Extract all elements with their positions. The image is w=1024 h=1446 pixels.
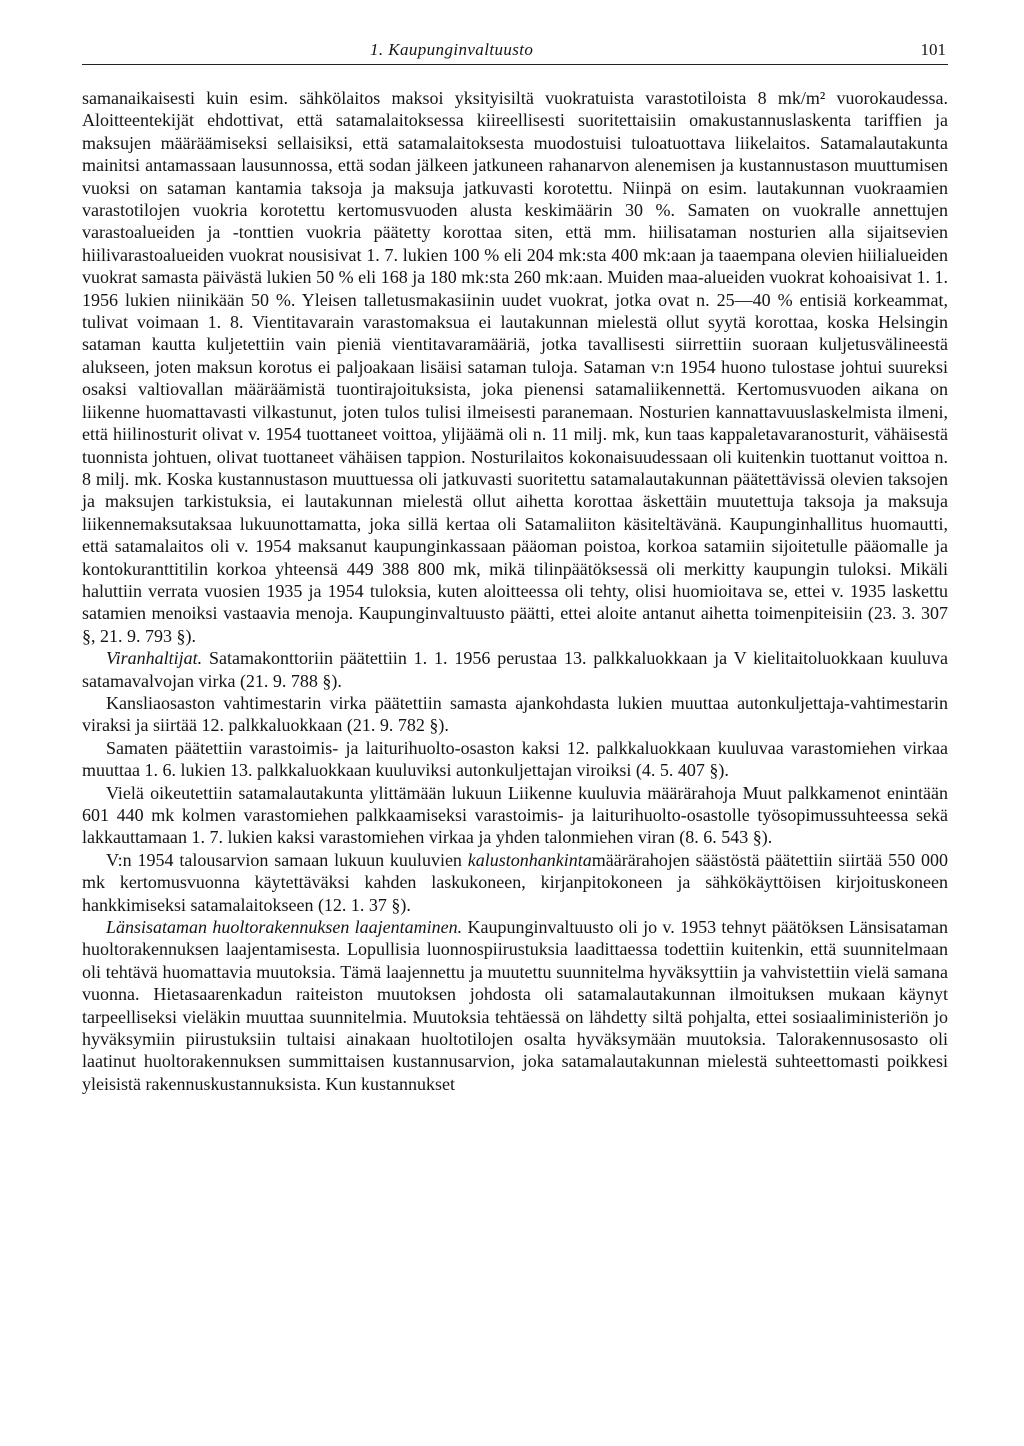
running-header-title: 1. Kaupunginvaltuusto [370, 40, 534, 59]
paragraph [82, 737, 948, 782]
paragraph [82, 692, 948, 737]
paragraph [82, 782, 948, 849]
paragraph [82, 647, 948, 692]
text-run: Samaten päätettiin varastoimis- ja laiturihuolto-osaston kaksi 12. palkkaluokkaan kuuluvaa varastomiehen virkaa muuttaa 1. 6. lukien 13. palkkaluokkaan kuuluviksi autonkuljettajan viroiksi (4. 5. 407 §). [82, 737, 948, 781]
paragraph [82, 916, 948, 1095]
paragraph [82, 849, 948, 916]
running-header [82, 36, 948, 65]
italic-text-run: kalustonhankinta [467, 849, 592, 870]
text-run: samanaikaisesti kuin esim. sähkölaitos maksoi yksityisiltä vuokratuista varastotiloista 8 mk/m² vuorokaudessa. Aloitteentekijät ehdottivat, että satamalaitoksessa kiireellisesti suoritettaisiin omakustannuslaskenta tariffien ja maksujen määräämiseksi sellaisiksi, että satamalaitoksesta muodostuisi tuloatuottava liikelaitos. Satamalautakunta mainitsi antamassaan lausunnossa, että sodan jälkeen jatkuneen rahanarvon alenemisen ja kustannustason muuttumisen vuoksi on sataman kantamia taksoja ja maksuja jatkuvasti korotettu. Niinpä on esim. lautakunnan vuokraamien varastotilojen vuokria korotettu kertomusvuoden alusta keskimäärin 30 %. Samaten on vuokralle annettujen varastoalueiden ja -tonttien vuokria päätetty korottaa siten, että mm. hiilisataman nosturien alla sijaitsevien hiilivarastoalueiden vuokrat nousisivat 1. 7. lukien 100 % eli 204 mk:sta 400 mk:aan ja taaempana olevien hiilialueiden vuokrat samasta päivästä lukien 50 % eli 168 ja 180 mk:sta 260 mk:aan. Muiden maa-alueiden vuokrat kohoaisivat 1. 1. 1956 lukien niinikään 50 %. Yleisen talletusmakasiinin uudet vuokrat, jotka ovat n. 25—40 % entisiä korkeammat, tulivat voimaan 1. 8. Vientitavarain varastomaksua ei lautakunnan mielestä ollut syytä korottaa, koska Helsingin sataman kautta kuljetettiin vain pieniä vientitavaramääriä, jotka tavallisesti siirrettiin suoraan kuljetusvälineestä alukseen, joten maksun korotus ei paljoakaan lisäisi sataman tuloja. Sataman v:n 1954 huono tulostase johtui suureksi osaksi valtiovallan määräämistä tuontirajoituksista, joka pienensi satamaliikennettä. Kertomusvuoden aikana on liikenne huomattavasti vilkastunut, joten tulos tulisi ilmeisesti paranemaan. Nosturien kannattavuuslaskelmista ilmeni, että hiilinosturit olivat v. 1954 tuottaneet voittoa, ylijäämä oli n. 11 milj. mk, kun taas kappaletavaranosturit, vähäisestä tuonnista johtuen, olivat tuottaneet vähäisen tappion. Nosturilaitos kokonaisuudessaan oli kuitenkin tuottanut voittoa n. 8 milj. mk. Koska kustannustason muuttuessa oli jatkuvasti suoritettu satamalautakunnan päätettävissä olevien taksojen ja maksujen tarkistuksia, ei lautakunnan mielestä ollut aihetta korottaa äskettäin muutettuja taksoja ja maksuja liikennemaksutaksaa lukuunottamatta, joka sillä kertaa oli Satamaliiton käsiteltävänä. Kaupunginhallitus huomautti, että satamalaitos oli v. 1954 maksanut kaupunginkassaan pääoman poistoa, korkoa satamiin sijoitetulle pääomalle ja kontokuranttitilin korkoa yhteensä 449 388 800 mk, mikä tilinpäätöksessä oli merkitty kaupungin tuloksi. Mikäli haluttiin verrata vuosien 1935 ja 1954 tuloksia, kuten aloitteessa oli tehty, olisi huomioitava se, ettei v. 1935 laskettu satamien menoiksi vastaavia menoja. Kaupunginvaltuusto päätti, ettei aloite antanut aihetta toimenpiteisiin (23. 3. 307 §, 21. 9. 793 §). [82, 88, 948, 646]
text-run: Satamakonttoriin päätettiin 1. 1. 1956 perustaa 13. palkkaluokkaan ja V kielitaitoluokkaan kuuluva satamavalvojan virka (21. 9. 788 §). [82, 648, 948, 691]
text-run: määrärahojen säästöstä päätettiin siirtää 550 000 mk kertomusvuonna käytettäväksi kahden laskukoneen, kirjanpitokoneen ja sähkökäyttöisen kirjoituskoneen hankkimiseksi satamalaitokseen (12. 1. 37 §). [82, 849, 948, 915]
page-number: 101 [920, 40, 946, 59]
text-run: Kansliaosaston vahtimestarin virka päätettiin samasta ajankohdasta lukien muuttaa autonkuljettaja-vahtimestarin viraksi ja siirtää 12. palkkaluokkaan (21. 9. 782 §). [82, 692, 948, 736]
italic-text-run: Viranhaltijat. [106, 648, 203, 669]
paragraph [82, 87, 948, 647]
text-run: Kaupunginvaltuusto oli jo v. 1953 tehnyt päätöksen Länsisataman huoltorakennuksen laajentamisesta. Lopullisia luonnospiirustuksia laadittaessa todettiin kuitenkin, että suunnitelmaan oli tehtävä huomattavia muutoksia. Tämä laajennettu ja muutettu suunnitelma hyväksyttiin ja vahvistettiin vielä samana vuonna. Hietasaarenkadun raiteiston muutoksen johdosta oli satamalautakunnan ilmoituksen mukaan käynyt tarpeelliseksi vieläkin muuttaa suunnitelmia. Muutoksia tehtäessä on lähdetty siltä pohjalta, ettei sosiaaliministeriön jo hyväksymiin piirustuksiin tultaisi ainakaan huoltotilojen osalta hyväksymään muutoksia. Talorakennusosasto oli laatinut huoltorakennuksen summittaisen kustannusarvion, joka satamalautakunnan mielestä suhteettomasti poikkesi yleisistä rakennuskustannuksista. Kun kustannukset [82, 917, 948, 1094]
document-page [82, 36, 948, 1095]
italic-text-run: Länsisataman huoltorakennuksen laajentaminen. [106, 917, 463, 938]
document-body [82, 87, 948, 1095]
text-run: V:n 1954 talousarvion samaan lukuun kuuluvien [106, 849, 468, 870]
text-run: Vielä oikeutettiin satamalautakunta ylittämään lukuun Liikenne kuuluvia määrärahoja Muut palkkamenot enintään 601 440 mk kolmen varastomiehen palkkaamiseksi varastoimis- ja laiturihuolto-osastolle työsopimussuhteessa sekä lakkauttamaan 1. 7. lukien kaksi varastomiehen virkaa ja yhden talonmiehen viran (8. 6. 543 §). [82, 782, 948, 848]
